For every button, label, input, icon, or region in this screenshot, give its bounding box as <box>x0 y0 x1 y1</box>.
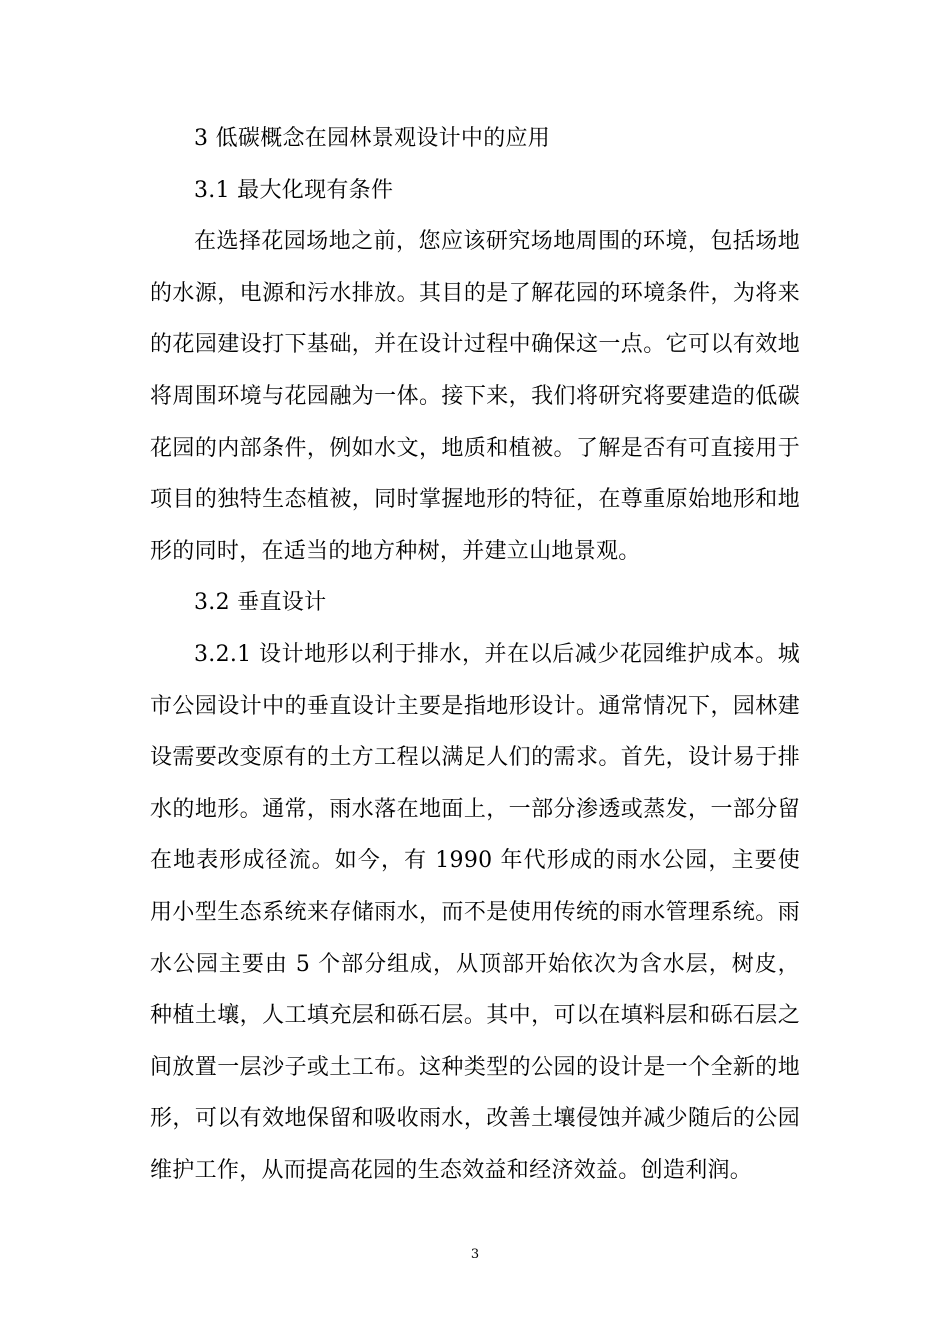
section-3-1-paragraph: 在选择花园场地之前，您应该研究场地周围的环境，包括场地的水源，电源和污水排放。其目的是了解花园的环境条件，为将来的花园建设打下基础，并在设计过程中确保这一点。它可以有效地将周围环境与花园融为一体。接下来，我们将研究将要建造的低碳花园的内部条件，例如水文，地质和植被。了解是否有可直接用于项目的独特生态植被，同时掌握地形的特征，在尊重原始地形和地形的同时，在适当的地方种树，并建立山地景观。 <box>150 229 800 564</box>
section-3-1-heading: 3.1 最大化现有条件 <box>194 177 394 203</box>
page-number: 3 <box>470 1247 480 1262</box>
section-3-2-1-paragraph: 3.2.1 设计地形以利于排水，并在以后减少花园维护成本。城市公园设计中的垂直设计主要是指地形设计。通常情况下，园林建设需要改变原有的土方工程以满足人们的需求。首先，设计易于排水的地形。通常，雨水落在地面上，一部分渗透或蒸发，一部分留在地表形成径流。如今，有 1990 年代形成的雨水公园，主要使用小型生态系统来存储雨水，而不是使用传统的雨水管理系统。雨水公园主要由 5 个部分组成，从顶部开始依次为含水层，树皮，种植土壤，人工填充层和砾石层。其中，可以在填料层和砾石层之间放置一层沙子或土工布。这种类型的公园的设计是一个全新的地形，可以有效地保留和吸收雨水，改善土壤侵蚀并减少随后的公园维护工作，从而提高花园的生态效益和经济效益。创造利润。 <box>150 641 800 1183</box>
document-body <box>150 113 800 1196</box>
section-3-heading: 3 低碳概念在园林景观设计中的应用 <box>194 126 551 151</box>
section-3-2-heading: 3.2 垂直设计 <box>194 590 327 616</box>
